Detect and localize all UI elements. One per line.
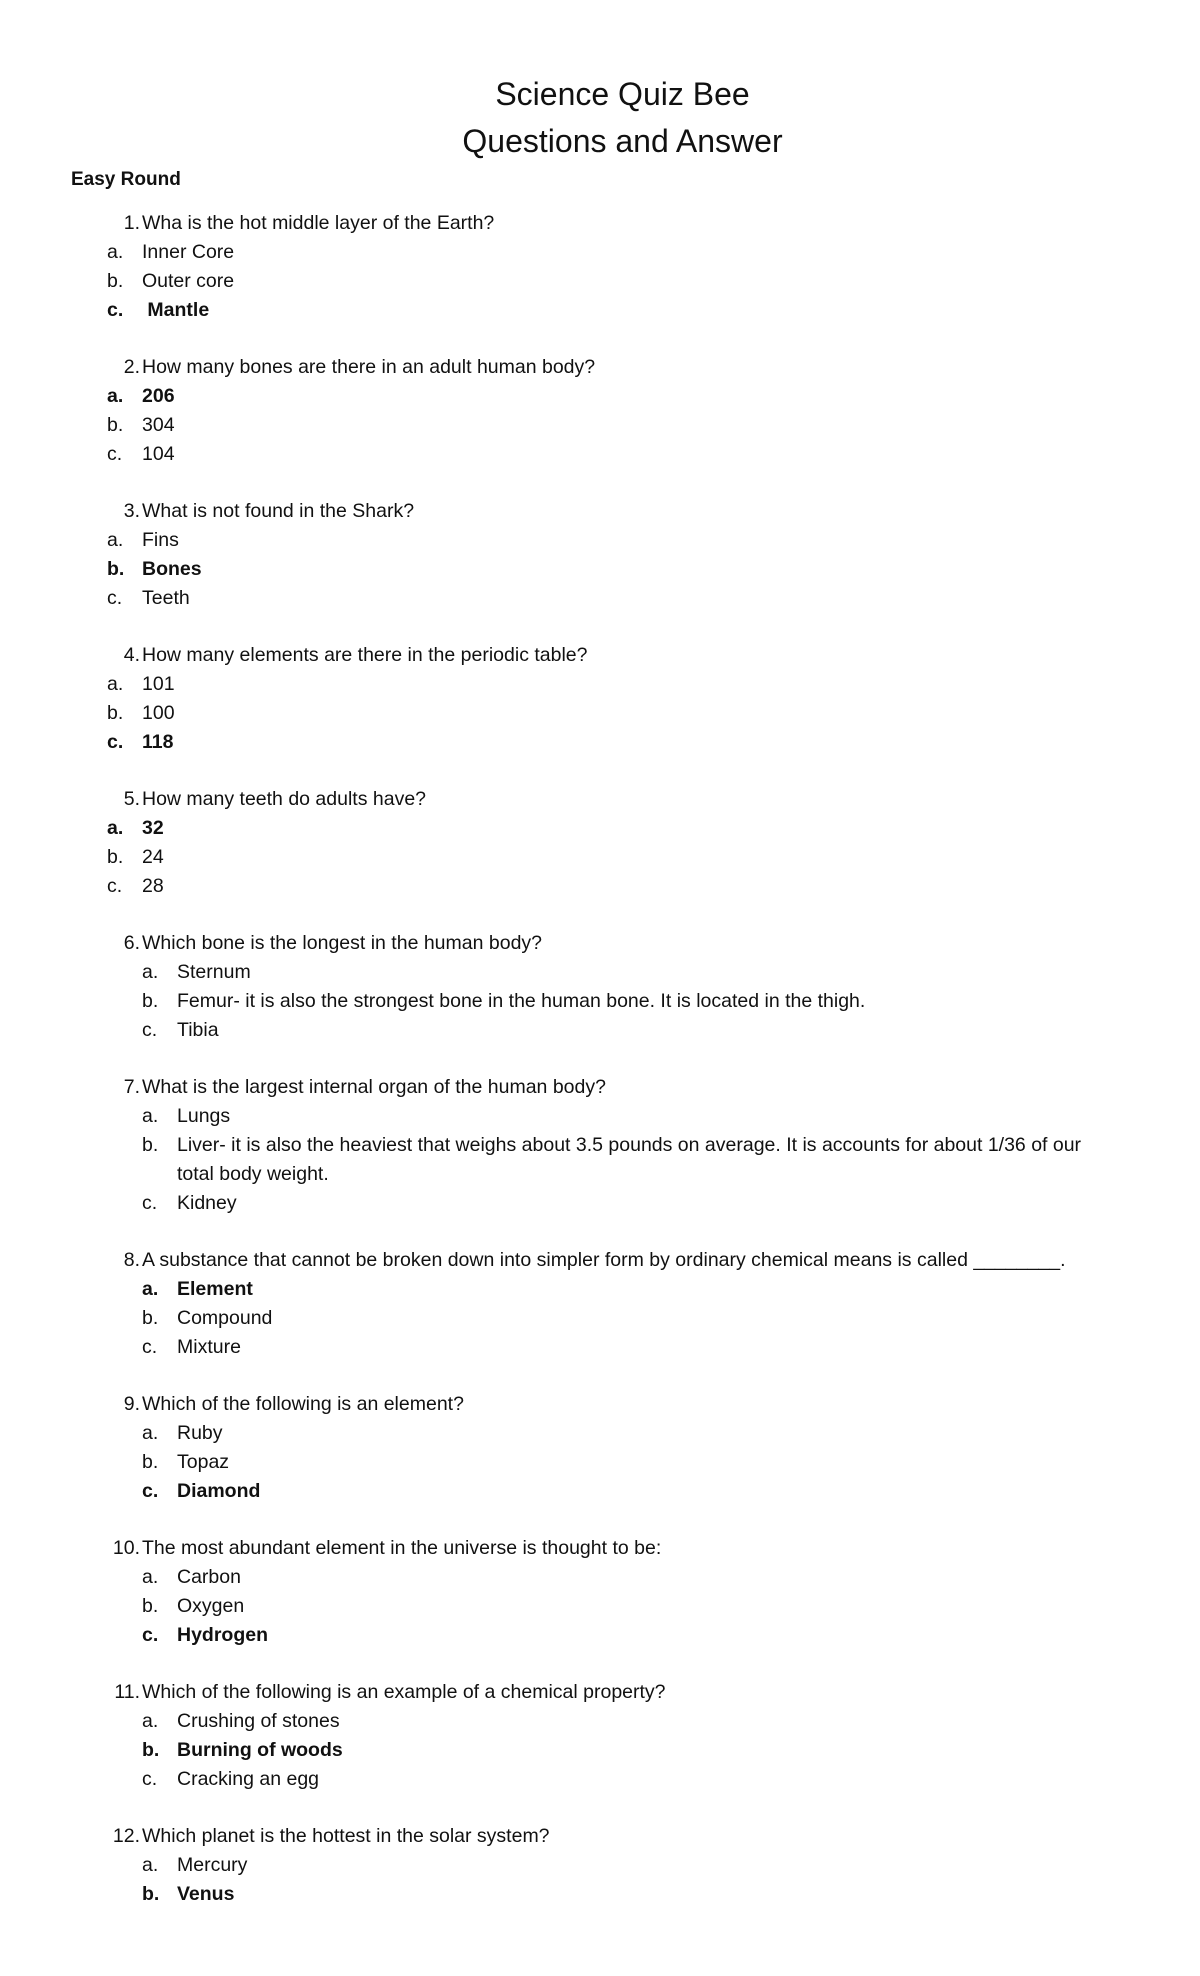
option-text: 28 xyxy=(142,875,164,897)
option-label: a. xyxy=(107,673,124,695)
question-number: 11. xyxy=(114,1681,140,1703)
option-text: 101 xyxy=(142,673,175,695)
option-label: b. xyxy=(107,414,124,436)
option-label: a. xyxy=(142,961,159,983)
question-number: 10. xyxy=(112,1537,140,1559)
question-number: 7. xyxy=(123,1076,140,1098)
option-label: b. xyxy=(142,1451,159,1473)
question-text: How many elements are there in the periodic table? xyxy=(142,644,588,666)
question-text: A substance that cannot be broken down into simpler form by ordinary chemical means is called ________. xyxy=(142,1249,1066,1271)
question-number: 8. xyxy=(123,1249,140,1271)
option-label: a. xyxy=(107,529,124,551)
option-label: a. xyxy=(107,385,124,407)
option-label: a. xyxy=(142,1710,159,1732)
option-label: a. xyxy=(107,241,124,263)
option-text: 100 xyxy=(142,702,175,724)
option-label: c. xyxy=(107,443,123,465)
option-label: a. xyxy=(142,1566,159,1588)
option-label: c. xyxy=(107,731,124,753)
option-text: Teeth xyxy=(142,587,190,609)
option-label: c. xyxy=(142,1336,158,1358)
option-label: c. xyxy=(107,875,123,897)
option-text: Femur- it is also the strongest bone in the human bone. It is located in the thigh. xyxy=(177,990,866,1012)
option-text: Topaz xyxy=(177,1451,230,1473)
question-number: 6. xyxy=(123,932,140,954)
option-text: Kidney xyxy=(177,1192,237,1214)
option-text: Sternum xyxy=(177,961,251,983)
option-label: b. xyxy=(107,558,125,580)
question-text: What is not found in the Shark? xyxy=(142,500,415,522)
question-number: 3. xyxy=(123,500,140,522)
question-number: 9. xyxy=(123,1393,140,1415)
option-label: b. xyxy=(142,1739,160,1761)
option-label: c. xyxy=(142,1624,159,1646)
option-label: b. xyxy=(107,702,124,724)
option-text: Oxygen xyxy=(177,1595,245,1617)
option-text: Carbon xyxy=(177,1566,241,1588)
option-text: Compound xyxy=(177,1307,273,1329)
question-text: Wha is the hot middle layer of the Earth? xyxy=(142,212,495,234)
option-text: Cracking an egg xyxy=(177,1768,320,1790)
option-text: Mixture xyxy=(177,1336,241,1358)
document-title: Science Quiz Bee xyxy=(495,76,750,112)
option-label: b. xyxy=(142,1595,159,1617)
question-number: 4. xyxy=(123,644,140,666)
option-text: Mantle xyxy=(142,299,210,321)
round-heading: Easy Round xyxy=(71,169,181,190)
question-text: The most abundant element in the universe is thought to be: xyxy=(142,1537,662,1559)
option-label: c. xyxy=(142,1192,158,1214)
option-text: Diamond xyxy=(177,1480,261,1502)
question-text: Which bone is the longest in the human body? xyxy=(142,932,543,954)
option-label: b. xyxy=(142,1307,159,1329)
question-text: How many teeth do adults have? xyxy=(142,788,427,810)
option-label: b. xyxy=(142,990,159,1012)
option-text: 206 xyxy=(142,385,175,407)
option-text: Crushing of stones xyxy=(177,1710,340,1732)
option-label: c. xyxy=(142,1019,158,1041)
option-text: 32 xyxy=(142,817,164,839)
question-number: 2. xyxy=(123,356,140,378)
option-label: c. xyxy=(142,1768,158,1790)
option-text: Ruby xyxy=(177,1422,223,1444)
question-number: 1. xyxy=(123,212,140,234)
question-number: 5. xyxy=(123,788,140,810)
option-text: Inner Core xyxy=(142,241,235,263)
option-label: a. xyxy=(142,1278,159,1300)
option-label: a. xyxy=(142,1105,159,1127)
option-text: Mercury xyxy=(177,1854,248,1876)
option-text: Tibia xyxy=(177,1019,219,1041)
option-text: Burning of woods xyxy=(177,1739,343,1761)
option-text: Lungs xyxy=(177,1105,231,1127)
option-label: c. xyxy=(142,1480,159,1502)
option-text: Outer core xyxy=(142,270,235,292)
option-label: b. xyxy=(142,1883,160,1905)
document-subtitle: Questions and Answer xyxy=(462,123,783,159)
option-label: a. xyxy=(142,1854,159,1876)
question-text: What is the largest internal organ of the human body? xyxy=(142,1076,606,1098)
question-text: Which of the following is an element? xyxy=(142,1393,464,1415)
option-text: Venus xyxy=(177,1883,235,1905)
option-label: b. xyxy=(107,270,124,292)
option-text: Bones xyxy=(142,558,202,580)
option-text: Element xyxy=(177,1278,253,1300)
option-text: Liver- it is also the heaviest that weighs about 3.5 pounds on average. It is accounts for about 1/36 of our total body weight. xyxy=(177,1134,1082,1185)
option-label: a. xyxy=(107,817,124,839)
question-text: How many bones are there in an adult human body? xyxy=(142,356,596,378)
option-text: Fins xyxy=(142,529,179,551)
question-text: Which planet is the hottest in the solar system? xyxy=(142,1825,550,1847)
option-text: 24 xyxy=(142,846,164,868)
option-label: c. xyxy=(107,299,124,321)
option-label: c. xyxy=(107,587,123,609)
option-text: 304 xyxy=(142,414,175,436)
option-label: a. xyxy=(142,1422,159,1444)
option-text: 104 xyxy=(142,443,175,465)
question-text: Which of the following is an example of a chemical property? xyxy=(142,1681,666,1703)
question-number: 12. xyxy=(112,1825,140,1847)
option-text: Hydrogen xyxy=(177,1624,269,1646)
option-label: b. xyxy=(142,1134,159,1156)
option-label: b. xyxy=(107,846,124,868)
option-text: 118 xyxy=(142,731,174,753)
